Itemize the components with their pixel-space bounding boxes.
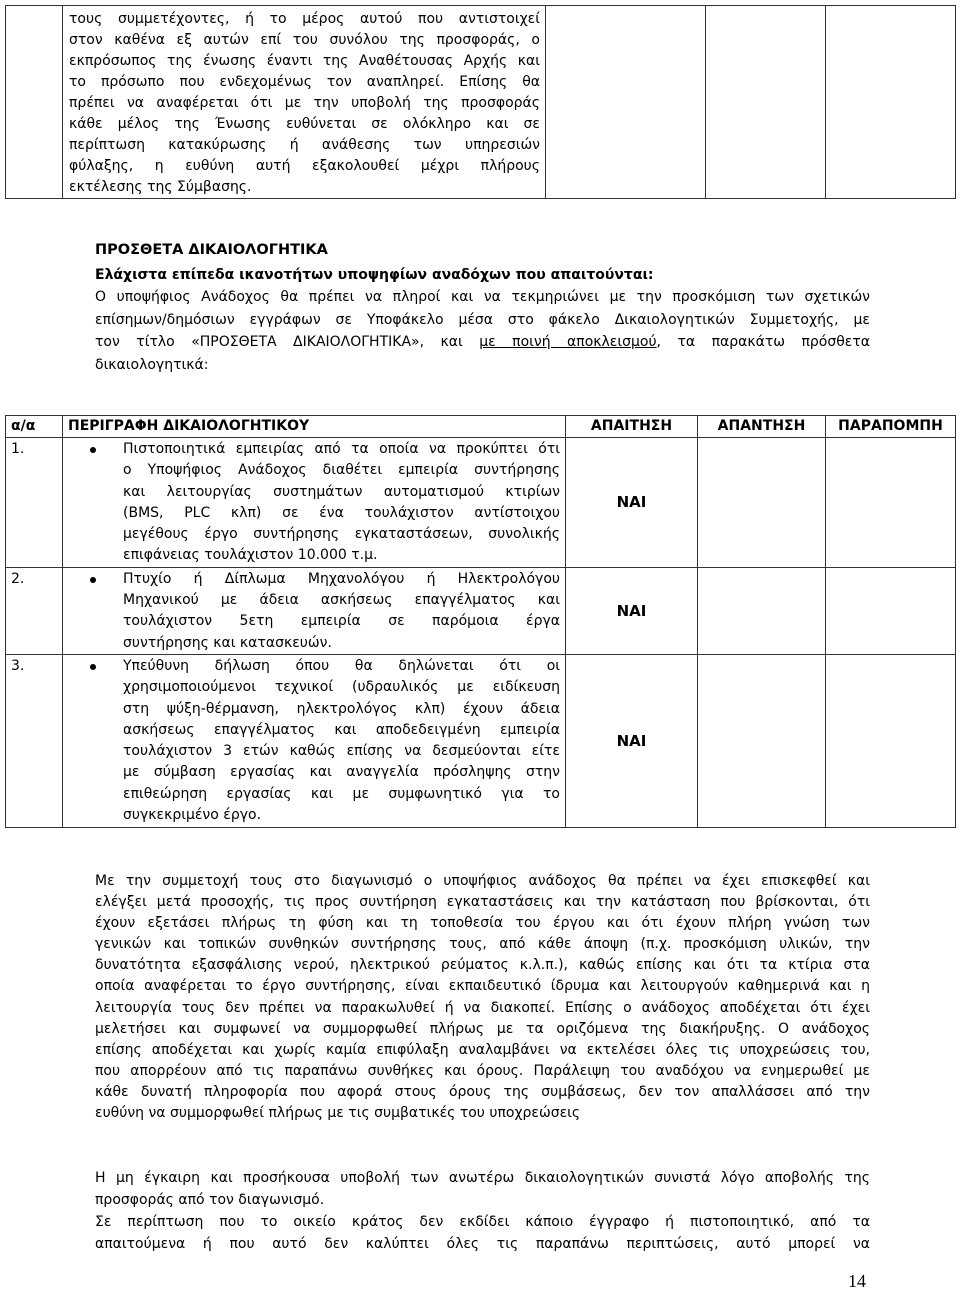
- row-number: 3.: [6, 654, 63, 827]
- bullet-icon: [90, 577, 96, 583]
- header-answer: ΑΠΑΝΤΗΣΗ: [698, 416, 826, 438]
- text-line: επιφάνειας τουλάχιστον 10.000 τ.μ.: [123, 547, 378, 564]
- row-description: [63, 567, 566, 654]
- text-line: απαιτούμενα ή που αυτό δεν καλύπτει όλες τις παραπάνω περιπτώσεις, αυτό μπορεί να: [95, 1236, 870, 1252]
- text-line: ο Υποψήφιος Ανάδοχος διαθέτει εμπειρία συντήρησης: [123, 462, 560, 479]
- empty-cell: [826, 6, 956, 199]
- continuation-text-cell: [63, 6, 546, 199]
- text-line: συγκεκριμένο έργο.: [123, 807, 262, 824]
- text-line: γενικών και τοπικών συνθηκών συντήρησης τους, από κάθε άποψη (π.χ. προσκόμιση υλικών, την: [95, 936, 870, 953]
- text-line: τους συμμετέχοντες, ή το μέρος αυτού που αντιστοιχεί: [69, 11, 540, 27]
- underlined-phrase: με ποινή αποκλεισμού: [479, 334, 657, 350]
- answer-cell: [698, 567, 826, 654]
- reference-cell: [826, 567, 956, 654]
- text-line: Η μη έγκαιρη και προσήκουσα υποβολή των ανωτέρω δικαιολογητικών συνιστά λόγο αποβολής της: [95, 1170, 870, 1186]
- requirement-value: ΝΑΙ: [566, 567, 698, 654]
- text-line: το πρόσωπο που ενδεχομένως τον αναπληρεί. Επίσης θα: [69, 74, 540, 90]
- reference-cell: [826, 654, 956, 827]
- section-intro: [95, 239, 870, 376]
- text-line: οποία αναφέρεται το έργο συντήρησης, είναι εκπαιδευτικό ίδρυμα και λειτουργούν καθημερινά και η: [95, 978, 870, 995]
- text-line: μεγέθους έργο συντήρησης εγκαταστάσεων, συνολικής: [123, 526, 560, 543]
- text-line: δυνατότητα εξασφάλισης νερού, ηλεκτρικού ρεύματος κ.λ.π.), καθώς επίσης και ότι τα κτίρια στα: [95, 957, 870, 974]
- text-line: Ο υποψήφιος Ανάδοχος θα πρέπει να πληροί και να τεκμηριώνει με την προσκόμιση των σχετικών: [95, 289, 870, 305]
- text-line: εκπρόσωπος της ένωσης έναντι της Αναθέτουσας Αρχής και: [69, 53, 540, 69]
- text-line: (BMS, PLC κλπ) σε ένα τουλάχιστον αντίστοιχου: [123, 504, 560, 521]
- text-line: Πτυχίο ή Δίπλωμα Μηχανολόγου ή Ηλεκτρολόγου: [123, 570, 560, 587]
- text-line: προσφοράς από τον διαγωνισμό.: [95, 1192, 325, 1208]
- text-line: Σε περίπτωση που το οικείο κράτος δεν εκδίδει κάποιο έγγραφο ή πιστοποιητικό, από τα: [95, 1214, 870, 1230]
- row-number: 1.: [6, 438, 63, 568]
- table-row: [6, 654, 956, 827]
- text-line: Πιστοποιητικά εμπειρίας από τα οποία να προκύπτει ότι: [123, 441, 560, 457]
- text-line: και λειτουργίας συστημάτων αυτοματισμού κτιρίων: [123, 483, 560, 500]
- text-line: φύλαξης, η ευθύνη αυτή εξακολουθεί μέχρι πλήρους: [69, 158, 540, 174]
- text-line: στον καθένα εξ αυτών επί του συνόλου της προσφοράς, ο: [69, 32, 540, 48]
- text-line: επιθεώρηση εργασίας και με συμφωνητικό για το: [123, 785, 560, 802]
- text-line: μελετήσει και συμφωνεί να συμμορφωθεί πλήρως με τα οριζόμενα της διακήρυξης. Ο ανάδοχος: [95, 1020, 870, 1037]
- text-line: πρέπει να αναφέρεται ότι με την υποβολή της προσφοράς: [69, 95, 540, 111]
- text-line: κάθε δυνατή πληροφορία που αφορά στους όρους της συμβάσεως, δεν τον απαλλάσσει από την: [95, 1083, 870, 1100]
- answer-cell: [698, 654, 826, 827]
- text-line: λειτουργία τους δεν πρέπει να παρακωλυθεί ή να διακοπεί. Επίσης ο ανάδοχος αποδέχεται ότι έχει: [95, 999, 870, 1016]
- requirement-value: ΝΑΙ: [566, 654, 698, 827]
- header-reference: ΠΑΡΑΠΟΜΠΗ: [826, 416, 956, 438]
- page-number: 14: [848, 1271, 866, 1291]
- text-line: έχουν εξετάσει πλήρως τη φύση και τη τοποθεσία του έργου και ότι έχουν πλήρη γνώση των: [95, 915, 870, 932]
- text-line: που απορρέουν από τις παραπάνω συνθήκες και όρους. Παράλειψη του αναδόχου να ενημερωθεί με: [95, 1062, 870, 1079]
- empty-cell: [6, 6, 63, 199]
- text-line: Μηχανικού με άδεια ασκήσεως επαγγέλματος και: [123, 592, 560, 609]
- empty-cell: [706, 6, 826, 199]
- text-line: τουλάχιστον 3 ετών καθώς επίσης να δεσμεύονται είτε: [123, 743, 560, 760]
- bullet-icon: [90, 664, 96, 670]
- text-line: Με την συμμετοχή τους στο διαγωνισμό ο υποψήφιος ανάδοχος θα πρέπει να έχει επισκεφθεί και: [95, 873, 870, 889]
- header-number: α/α: [6, 416, 63, 438]
- final-paragraphs: [95, 1167, 870, 1255]
- requirements-table: [5, 415, 956, 828]
- empty-cell: [546, 6, 706, 199]
- table-row: [6, 438, 956, 568]
- text-line: Υπεύθυνη δήλωση όπου θα δηλώνεται ότι οι: [123, 657, 560, 674]
- text-line: [95, 331, 870, 354]
- row-number: 2.: [6, 567, 63, 654]
- text-line: με σύμβαση εργασίας και αναγγελία πρόσληψης στην: [123, 764, 560, 781]
- answer-cell: [698, 438, 826, 568]
- table-header-row: [6, 416, 956, 438]
- text-line: δικαιολογητικά:: [95, 356, 209, 373]
- row-description: [63, 654, 566, 827]
- continuation-table: [5, 5, 956, 199]
- text-line: ευθύνη να συμμορφωθεί πλήρως με τις συμβατικές του υποχρεώσεις: [95, 1105, 581, 1122]
- text-line: ελέγξει μετά προσοχής, τις προς συντήρηση εγκαταστάσεις και την κατάσταση που βρίσκονται, ότι: [95, 894, 870, 911]
- reference-cell: [826, 438, 956, 568]
- closing-paragraph: [95, 871, 870, 1124]
- text-line: κάθε μέλος της Ένωσης ευθύνεται σε ολόκληρο και σε: [69, 116, 540, 132]
- header-requirement: ΑΠΑΙΤΗΣΗ: [566, 416, 698, 438]
- header-description: ΠΕΡΙΓΡΑΦΗ ΔΙΚΑΙΟΛΟΓΗΤΙΚΟΥ: [63, 416, 566, 438]
- text-line: περίπτωση κατακύρωσης ή ανάθεσης των υπηρεσιών: [69, 137, 540, 153]
- bullet-icon: [90, 447, 96, 453]
- text-line: επίσης αποδέχεται και χωρίς καμία επιφύλαξη αναλαμβάνει να εκτελέσει όλες τις υποχρεώσεις του,: [95, 1041, 870, 1058]
- table-row: [6, 567, 956, 654]
- text-line: στη ψύξη-θέρμανση, ηλεκτρολόγος κλπ) έχουν άδεια: [123, 700, 560, 717]
- text-line: συντήρησης και κατασκευών.: [123, 634, 332, 651]
- row-description: [63, 438, 566, 568]
- section-heading: ΠΡΟΣΘΕΤΑ ΔΙΚΑΙΟΛΟΓΗΤΙΚΑ: [95, 242, 328, 258]
- text-line: επίσημων/δημόσιων εγγράφων σε Υποφάκελο μέσα στο φάκελο Δικαιολογητικών Συμμετοχής, με: [95, 311, 870, 328]
- text-segment: , τα παρακάτω πρόσθετα: [656, 334, 870, 350]
- text-line: ασκήσεως επαγγέλματος και αποδεδειγμένη εμπειρία: [123, 721, 560, 738]
- text-line: χρησιμοποιούμενοι τεχνικοί (υδραυλικός με ειδίκευση: [123, 679, 560, 696]
- text-line: τουλάχιστον 5ετη εμπειρία σε παρόμοια έργα: [123, 613, 560, 630]
- text-line: εκτέλεσης της Σύμβασης.: [69, 179, 252, 195]
- section-subheading: Ελάχιστα επίπεδα ικανοτήτων υποψηφίων αναδόχων που απαιτούνται:: [95, 266, 654, 283]
- text-segment: τον τίτλο «ΠΡΟΣΘΕΤΑ ΔΙΚΑΙΟΛΟΓΗΤΙΚΑ», και: [95, 334, 480, 350]
- requirement-value: ΝΑΙ: [566, 438, 698, 568]
